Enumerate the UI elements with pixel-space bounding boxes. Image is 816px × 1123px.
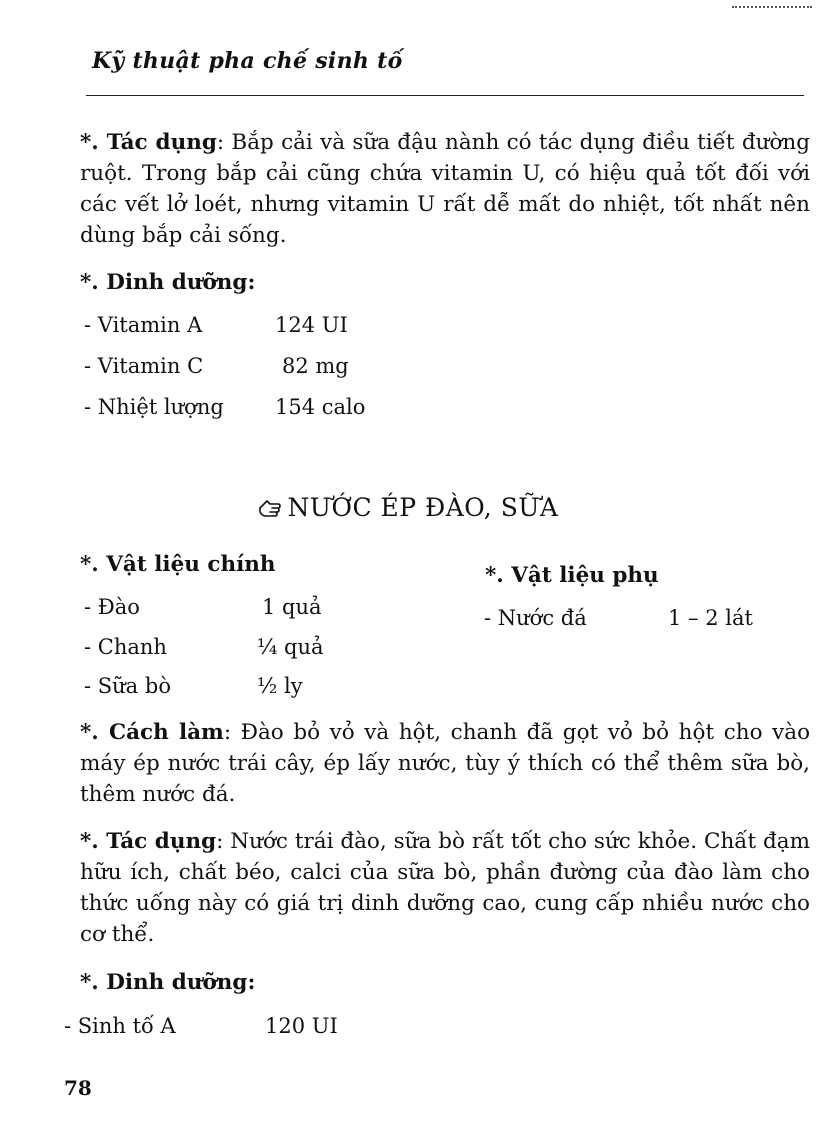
header-rule (86, 95, 804, 96)
nutrient-name: - Vitamin A (84, 313, 203, 337)
nutrient-value: 82 mg (282, 354, 349, 378)
effect-paragraph-2 (80, 826, 810, 950)
effect-paragraph-1 (80, 127, 810, 251)
ingredient-name: - Nước đá (484, 606, 587, 630)
nutrition-heading-1: *. Dinh dưỡng: (80, 270, 256, 295)
ingredient-name: - Chanh (84, 635, 167, 659)
effect-text: : Bắp cải và sữa đậu nành có tác dụng điều tiết đường ruột. Trong bắp cải cũng chứa vitamin U, có hiệu quả tốt đối với các vết lở loét, nhưng vitamin U rất dễ mất do nhiệt, tốt nhất nên dùng bắp cải sống. (80, 130, 810, 248)
ingredient-amount: 1 – 2 lát (668, 606, 753, 630)
effect-label: *. Tác dụng (80, 130, 217, 155)
scan-artifact (732, 6, 812, 10)
recipe-title-text: NƯỚC ÉP ĐÀO, SỮA (287, 493, 559, 522)
recipe-title (0, 493, 816, 522)
nutrition-heading-2: *. Dinh dưỡng: (80, 970, 256, 995)
method-paragraph (80, 717, 810, 810)
effect-label: *. Tác dụng (80, 829, 217, 854)
pointing-hand-icon (258, 496, 282, 518)
running-header: Kỹ thuật pha chế sinh tố (92, 48, 403, 74)
ingredient-name: - Sữa bò (84, 674, 171, 698)
nutrient-name: - Vitamin C (84, 354, 204, 378)
page-number: 78 (64, 1076, 92, 1100)
nutrient-name: - Sinh tố A (64, 1014, 176, 1038)
effect-text: : Nước trái đào, sữa bò rất tốt cho sức khỏe. Chất đạm hữu ích, chất béo, calci của sữa bò, phần đường của đào làm cho thức uống này có giá trị dinh dưỡng cao, cung cấp nhiều nước cho cơ thể. (80, 829, 810, 947)
extra-ingredients-heading: *. Vật liệu phụ (485, 563, 659, 588)
ingredient-name: - Đào (84, 595, 140, 619)
nutrient-name: - Nhiệt lượng (84, 395, 224, 419)
ingredient-amount: 1 quả (262, 595, 322, 619)
ingredient-amount: ½ ly (257, 674, 303, 698)
method-label: *. Cách làm (80, 720, 224, 745)
ingredient-amount: ¼ quả (257, 635, 324, 659)
nutrient-value: 154 calo (275, 395, 366, 419)
main-ingredients-heading: *. Vật liệu chính (80, 552, 276, 577)
nutrient-value: 120 UI (265, 1014, 338, 1038)
nutrient-value: 124 UI (275, 313, 348, 337)
method-text: : Đào bỏ vỏ và hột, chanh đã gọt vỏ bỏ hột cho vào máy ép nước trái cây, ép lấy nước, tùy ý thích có thể thêm sữa bò, thêm nước đá. (80, 720, 811, 807)
